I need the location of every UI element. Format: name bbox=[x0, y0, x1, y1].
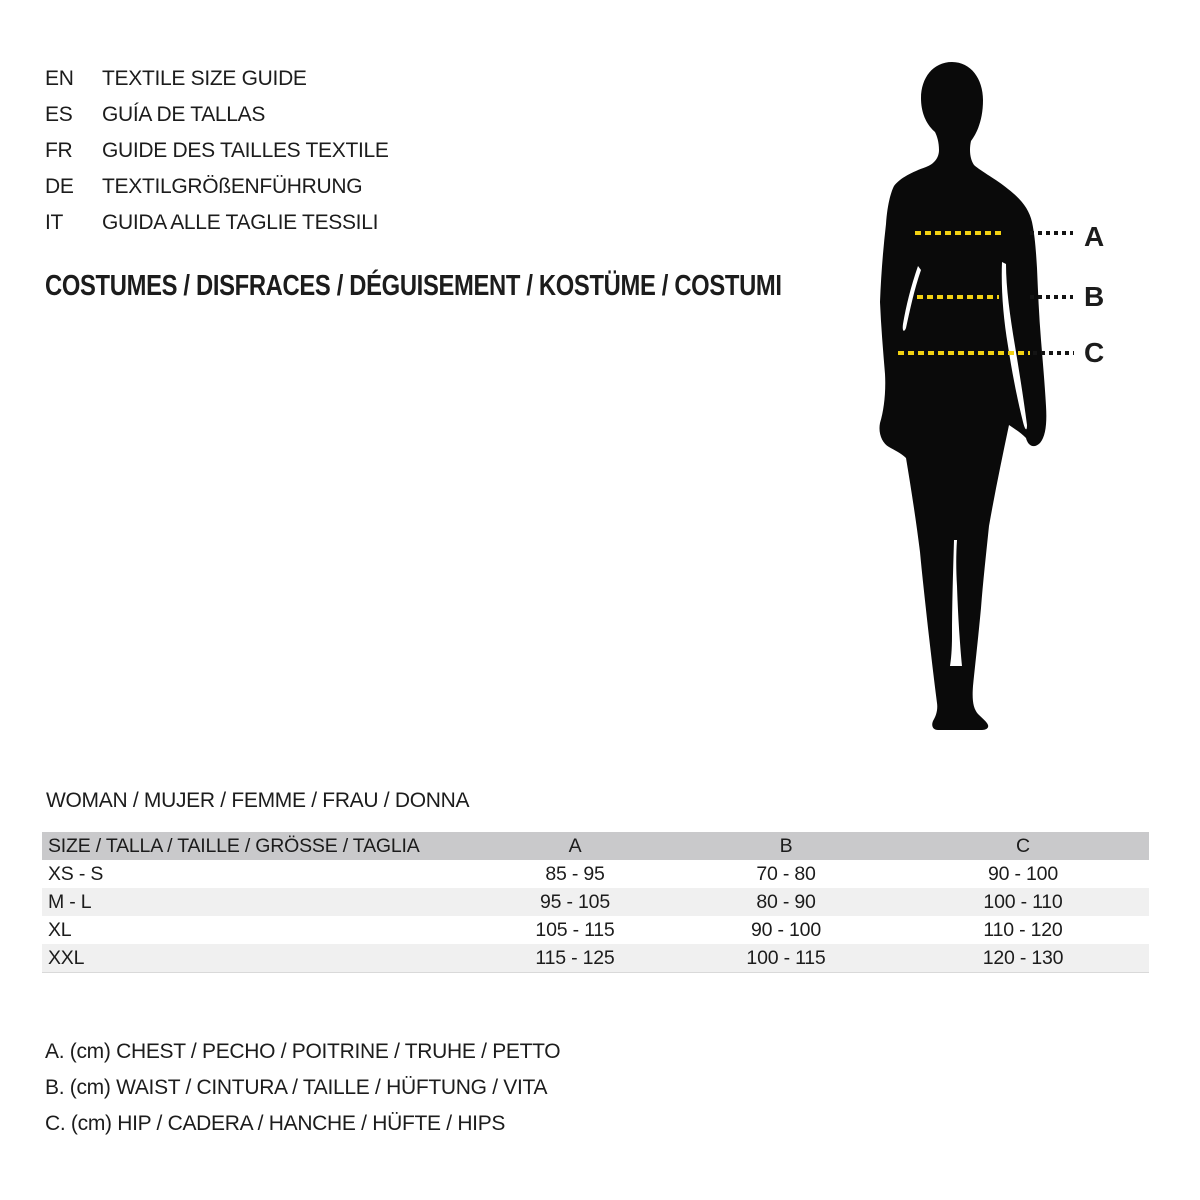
size-cell: M - L bbox=[48, 891, 92, 913]
waist-connector-line bbox=[1030, 295, 1073, 299]
column-header-c: C bbox=[1016, 835, 1030, 857]
legend-chest: A. (cm) CHEST / PECHO / POITRINE / TRUHE / PETTO bbox=[45, 1040, 561, 1063]
waist-marker-label: B bbox=[1084, 281, 1104, 312]
table-row-xxl bbox=[42, 944, 1149, 972]
woman-section-title: WOMAN / MUJER / FEMME / FRAU / DONNA bbox=[46, 789, 470, 812]
lang-code: ES bbox=[45, 103, 73, 126]
lang-code: EN bbox=[45, 67, 74, 90]
size-table bbox=[42, 832, 1149, 973]
lang-code: FR bbox=[45, 139, 73, 162]
hip-measure-line bbox=[898, 351, 1030, 355]
chest-range-cell: 95 - 105 bbox=[540, 891, 610, 913]
table-row-xl bbox=[42, 916, 1149, 944]
lang-title: TEXTILE SIZE GUIDE bbox=[102, 67, 307, 90]
hip-marker-label: C bbox=[1084, 337, 1104, 368]
chest-measure-line bbox=[915, 231, 1005, 235]
hip-range-cell: 90 - 100 bbox=[988, 863, 1058, 885]
legend-hip: C. (cm) HIP / CADERA / HANCHE / HÜFTE / HIPS bbox=[45, 1112, 506, 1135]
size-table-header-row bbox=[42, 832, 1149, 860]
waist-range-cell: 90 - 100 bbox=[751, 919, 821, 941]
table-row-xs-s bbox=[42, 860, 1149, 888]
hip-range-cell: 120 - 130 bbox=[982, 947, 1064, 969]
chest-connector-line bbox=[1030, 231, 1073, 235]
lang-code: IT bbox=[45, 211, 64, 234]
hip-connector-line bbox=[1033, 351, 1074, 355]
lang-row-de bbox=[45, 169, 389, 205]
language-guide-list bbox=[45, 61, 389, 241]
chest-marker-label: A bbox=[1084, 221, 1104, 252]
category-title: COSTUMES / DISFRACES / DÉGUISEMENT / KOSTÜME / COSTUMI bbox=[45, 270, 782, 302]
lang-row-fr bbox=[45, 133, 389, 169]
size-cell: XL bbox=[48, 919, 72, 941]
chest-range-cell: 85 - 95 bbox=[545, 863, 605, 885]
woman-silhouette-figure bbox=[840, 40, 1120, 780]
waist-range-cell: 70 - 80 bbox=[756, 863, 816, 885]
hip-range-cell: 100 - 110 bbox=[983, 891, 1063, 913]
lang-title: GUIDE DES TAILLES TEXTILE bbox=[102, 139, 389, 162]
waist-range-cell: 80 - 90 bbox=[756, 891, 816, 913]
lang-row-it bbox=[45, 205, 389, 241]
chest-range-cell: 115 - 125 bbox=[535, 947, 615, 969]
table-row-m-l bbox=[42, 888, 1149, 916]
chest-range-cell: 105 - 115 bbox=[535, 919, 615, 941]
lang-row-es bbox=[45, 97, 389, 133]
measurement-legend bbox=[45, 1034, 560, 1142]
column-header-b: B bbox=[779, 835, 793, 857]
hip-range-cell: 110 - 120 bbox=[983, 919, 1063, 941]
lang-row-en bbox=[45, 61, 389, 97]
legend-waist: B. (cm) WAIST / CINTURA / TAILLE / HÜFTUNG / VITA bbox=[45, 1076, 548, 1099]
lang-title: GUÍA DE TALLAS bbox=[102, 103, 266, 126]
lang-title: TEXTILGRÖßENFÜHRUNG bbox=[102, 175, 363, 198]
lang-code: DE bbox=[45, 175, 74, 198]
size-cell: XXL bbox=[48, 947, 85, 969]
column-header-a: A bbox=[568, 835, 582, 857]
waist-range-cell: 100 - 115 bbox=[746, 947, 826, 969]
size-cell: XS - S bbox=[48, 863, 104, 885]
waist-measure-line bbox=[917, 295, 999, 299]
lang-title: GUIDA ALLE TAGLIE TESSILI bbox=[102, 211, 379, 234]
woman-silhouette bbox=[840, 40, 1120, 780]
size-column-header: SIZE / TALLA / TAILLE / GRÖSSE / TAGLIA bbox=[48, 835, 420, 857]
